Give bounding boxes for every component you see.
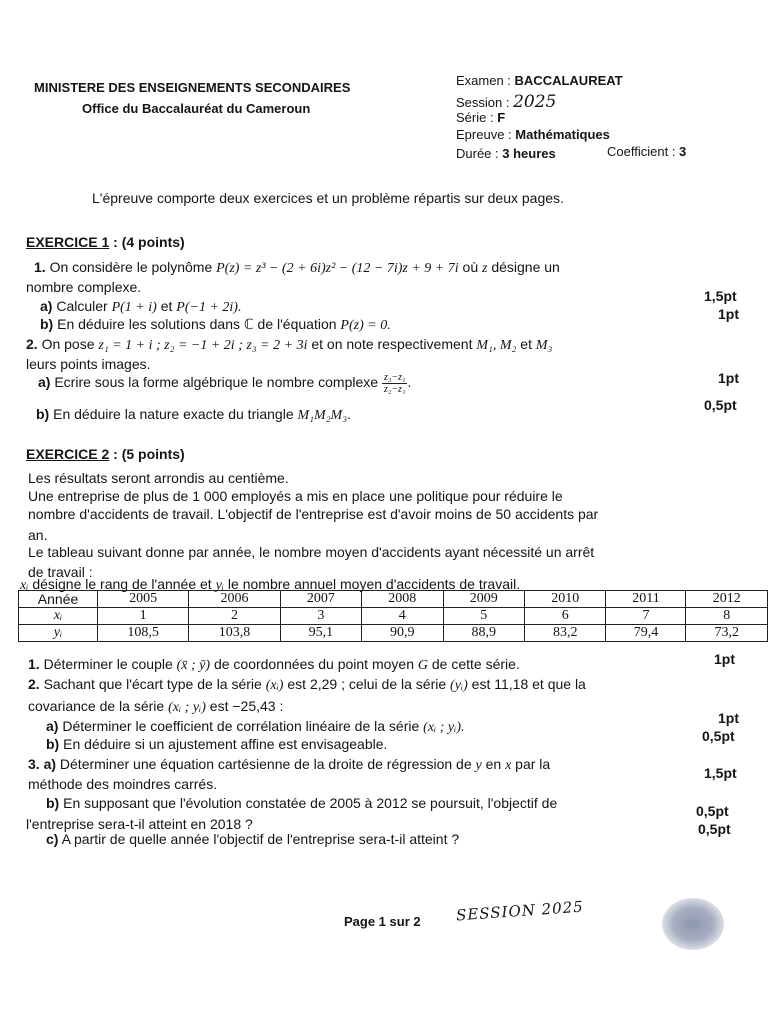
ex1-q2-et: et [516, 336, 536, 352]
ex2-q1-points: 1pt [714, 651, 735, 667]
exam-label: Examen : [456, 73, 515, 88]
ex1-q1-where: où [458, 259, 482, 275]
ex2-q3a-tail: par la [511, 756, 551, 772]
ex1-q1a-text: Calculer [52, 298, 112, 314]
table-cell: 88,9 [443, 625, 524, 642]
ex2-q3a-points: 1,5pt [704, 765, 737, 781]
ex2-q3a-num: 3. a) [28, 756, 57, 772]
ex2-q3b [46, 795, 557, 811]
session-line [456, 92, 556, 112]
row-label-annee: Année [19, 591, 98, 608]
ex2-q2-line2 [28, 698, 283, 716]
ex2-q3c-label: c) [46, 831, 59, 847]
row-label-x: xᵢ [19, 608, 98, 625]
ex1-q2-text: On pose [37, 336, 99, 352]
ex1-q2a-points: 1pt [718, 370, 739, 386]
ex2-q3b-label: b) [46, 795, 60, 811]
table-cell: 2012 [686, 591, 768, 608]
ex2-q1-num: 1. [28, 656, 40, 672]
ex1-q2-num: 2. [26, 336, 38, 352]
table-cell: 2009 [443, 591, 524, 608]
ex2-q2-line2a: covariance de la série [28, 698, 169, 714]
table-cell: 2006 [189, 591, 280, 608]
ex2-q2b [46, 736, 387, 752]
accidents-table [18, 590, 768, 642]
table-cell: 2011 [606, 591, 686, 608]
table-cell: 8 [686, 608, 768, 625]
table-cell: 7 [606, 608, 686, 625]
exam-value: BACCALAUREAT [514, 73, 623, 88]
ex1-q1-text: On considère le polynôme [45, 259, 217, 275]
table-cell: 83,2 [525, 625, 606, 642]
table-cell: 5 [443, 608, 524, 625]
ex1-q2b-points: 0,5pt [704, 397, 737, 413]
ex2-q2 [28, 676, 586, 694]
ex1-q1a-m2: P(−1 + 2i). [176, 300, 242, 315]
ex2-q2b-text: En déduire si un ajustement affine est envisageable. [59, 736, 388, 752]
session-label: Session : [456, 95, 514, 110]
table-cell: 73,2 [686, 625, 768, 642]
ex2-q2a-m: (xᵢ ; yᵢ). [423, 720, 465, 735]
ex2-q2-num: 2. [28, 676, 40, 692]
ex1-q2-m3: M₃ [535, 338, 553, 353]
exam-line [456, 73, 623, 88]
ex2-q3b-points: 0,5pt [696, 803, 729, 819]
duree-label: Durée : [456, 146, 503, 161]
ex1-q2a [38, 372, 411, 395]
ex1-q1b-label: b) [40, 316, 54, 332]
ex2-q2-line2b: est −25,43 : [205, 698, 284, 714]
ex2-q2a-label: a) [46, 718, 59, 734]
coef-label: Coefficient : [607, 144, 680, 159]
ex2-q3a-line2: méthode des moindres carrés. [28, 776, 218, 792]
ex2-title: EXERCICE 2 [26, 446, 110, 462]
ex1-points: : (4 points) [109, 234, 185, 250]
ex2-q2-m1: (xᵢ) [265, 678, 284, 693]
table-cell: 3 [280, 608, 361, 625]
table-cell: 1 [98, 608, 189, 625]
ex2-p4-yi: yᵢ [215, 578, 225, 593]
ex1-q1-line2: nombre complexe. [26, 279, 142, 295]
ex2-q1-m: (x̄ ; ȳ) [176, 658, 211, 673]
table-cell: 2005 [98, 591, 189, 608]
table-cell: 79,4 [606, 625, 686, 642]
table-cell: 108,5 [98, 625, 189, 642]
table-cell: 4 [362, 608, 443, 625]
ex1-q2b-dot: . [347, 406, 351, 422]
fraction-denominator: z₂−z₁ [383, 384, 406, 395]
ex1-q2a-fraction [382, 372, 407, 395]
table-cell: 103,8 [189, 625, 280, 642]
ex2-q1-mid: de coordonnées du point moyen [210, 656, 418, 672]
ex2-q2-text: Sachant que l'écart type de la série [39, 676, 266, 692]
serie-line [456, 110, 505, 125]
ex1-q2-m: z₁ = 1 + i ; z₂ = −1 + 2i ; z₃ = 2 + 3i [98, 338, 308, 353]
ex2-p2a: Une entreprise de plus de 1 000 employés a mis en place une politique pour réduire le [28, 488, 563, 504]
office-title: Office du Baccalauréat du Cameroun [82, 101, 311, 116]
fraction-numerator: z₃−z₁ [383, 372, 406, 383]
duree-value: 3 heures [502, 146, 556, 161]
ex2-q2-mid2: est 11,18 et que la [467, 676, 586, 692]
ex1-q1-tail: désigne un [487, 259, 560, 275]
ex2-q3b-text: En supposant que l'évolution constatée de 2005 à 2012 se poursuit, l'objectif de [59, 795, 558, 811]
ex1-q1a [40, 298, 241, 316]
ex2-heading [26, 446, 185, 462]
ex2-q2-mid: est 2,29 ; celui de la série [283, 676, 451, 692]
ex2-q3a-y: y [475, 758, 482, 773]
table-row-years [19, 591, 768, 608]
ex2-q2a [46, 718, 465, 736]
ex2-q3a-text: Déterminer une équation cartésienne de la droite de régression de [56, 756, 476, 772]
session-value: 2025 [513, 92, 557, 112]
ex2-q1-text: Déterminer le couple [39, 656, 177, 672]
ex2-q1-tail: de cette série. [428, 656, 520, 672]
coef-line [607, 144, 686, 159]
ex1-q2-m2: M₁, M₂ [476, 338, 517, 353]
ex2-q3a-x: x [505, 758, 512, 773]
table-cell: 2007 [280, 591, 361, 608]
ex1-q2b-m: M₁M₂M₃ [297, 408, 348, 423]
table-cell: 2010 [525, 591, 606, 608]
table-cell: 90,9 [362, 625, 443, 642]
intro-text: L'épreuve comporte deux exercices et un problème répartis sur deux pages. [92, 190, 564, 206]
ex2-p4-xi: xᵢ [20, 578, 29, 593]
ex2-q2-m2: (yᵢ) [450, 678, 468, 693]
epreuve-value: Mathématiques [515, 127, 610, 142]
epreuve-label: Epreuve : [456, 127, 516, 142]
ex2-q2-line2m: (xᵢ ; yᵢ) [168, 700, 206, 715]
ex2-q3b-line2: l'entreprise sera-t-il atteint en 2018 ? [26, 816, 253, 832]
ex1-q2 [26, 336, 552, 354]
ink-smudge [662, 898, 724, 950]
ex1-q1a-points: 1,5pt [704, 288, 737, 304]
ex1-q2a-text: Ecrire sous la forme algébrique le nombre complexe [50, 374, 382, 391]
table-cell: 95,1 [280, 625, 361, 642]
ex2-q2b-points: 0,5pt [702, 728, 735, 744]
ex1-q1b-points: 1pt [718, 306, 739, 322]
duree-line [456, 146, 556, 161]
ex1-q1-num: 1. [34, 259, 46, 275]
ex1-q1b-text: En déduire les solutions dans ℂ de l'équation [53, 316, 341, 332]
ex2-p3b: de travail : [28, 564, 93, 580]
serie-value: F [497, 110, 506, 125]
table-cell: 2008 [362, 591, 443, 608]
ex1-q2-tail: et on note respectivement [307, 336, 477, 352]
ex1-q2-line2: leurs points images. [26, 356, 151, 372]
serie-label: Série : [456, 110, 498, 125]
ex1-q1-z: z [482, 261, 488, 276]
ex2-q1 [28, 656, 520, 674]
ex2-q2b-label: b) [46, 736, 60, 752]
ex2-points: : (5 points) [109, 446, 185, 462]
ex1-q2a-dot: . [407, 374, 412, 391]
ex1-q1a-label: a) [40, 298, 53, 314]
coef-value: 3 [679, 144, 687, 159]
ex2-q3a [28, 756, 550, 774]
ministry-title: MINISTERE DES ENSEIGNEMENTS SECONDAIRES [34, 80, 351, 95]
ex2-p3a: Le tableau suivant donne par année, le nombre moyen d'accidents ayant nécessité un arrêt [28, 544, 595, 560]
ex2-q1-g: G [417, 658, 428, 673]
ex1-q2b [36, 406, 351, 424]
ex2-q3a-en: en [481, 756, 506, 772]
ex2-q2a-text: Déterminer le coefficient de corrélation linéaire de la série [58, 718, 424, 734]
ex2-p4-tail: le nombre annuel moyen d'accidents de travail. [224, 576, 521, 592]
ex1-q2a-label: a) [38, 374, 51, 391]
ex2-p1: Les résultats seront arrondis au centième. [28, 470, 289, 486]
ex2-p2b: nombre d'accidents de travail. L'objectif de l'entreprise est d'avoir moins de 50 accidents par [28, 506, 599, 522]
epreuve-line [456, 127, 610, 142]
ex1-q1-poly: P(z) = z³ − (2 + 6i)z² − (12 − 7i)z + 9 + 7i [216, 261, 459, 276]
ex2-q3c-points: 0,5pt [698, 821, 731, 837]
handwritten-session: SESSION 2025 [455, 897, 585, 925]
table-cell: 2 [189, 608, 280, 625]
ex1-q2b-text: En déduire la nature exacte du triangle [49, 406, 298, 422]
row-label-y: yᵢ [19, 625, 98, 642]
table-row-y [19, 625, 768, 642]
page-number: Page 1 sur 2 [344, 914, 421, 929]
ex2-q2a-points: 1pt [718, 710, 739, 726]
table-row-x [19, 608, 768, 625]
ex1-q1a-m1: P(1 + i) [111, 300, 157, 315]
ex2-p4-mid: désigne le rang de l'année et [28, 576, 216, 592]
ex1-q2b-label: b) [36, 406, 50, 422]
ex1-title: EXERCICE 1 [26, 234, 110, 250]
ex1-q1b-m: P(z) = 0. [340, 318, 391, 333]
ex1-q1a-et: et [156, 298, 177, 314]
ex1-q1b [40, 316, 391, 334]
ex1-q1 [34, 259, 560, 277]
ex2-p2c: an. [28, 527, 48, 543]
table-cell: 6 [525, 608, 606, 625]
ex2-q3c-text: A partir de quelle année l'objectif de l'entreprise sera-t-il atteint ? [58, 831, 460, 847]
ex2-q3c [46, 831, 459, 847]
ex1-heading [26, 234, 185, 250]
